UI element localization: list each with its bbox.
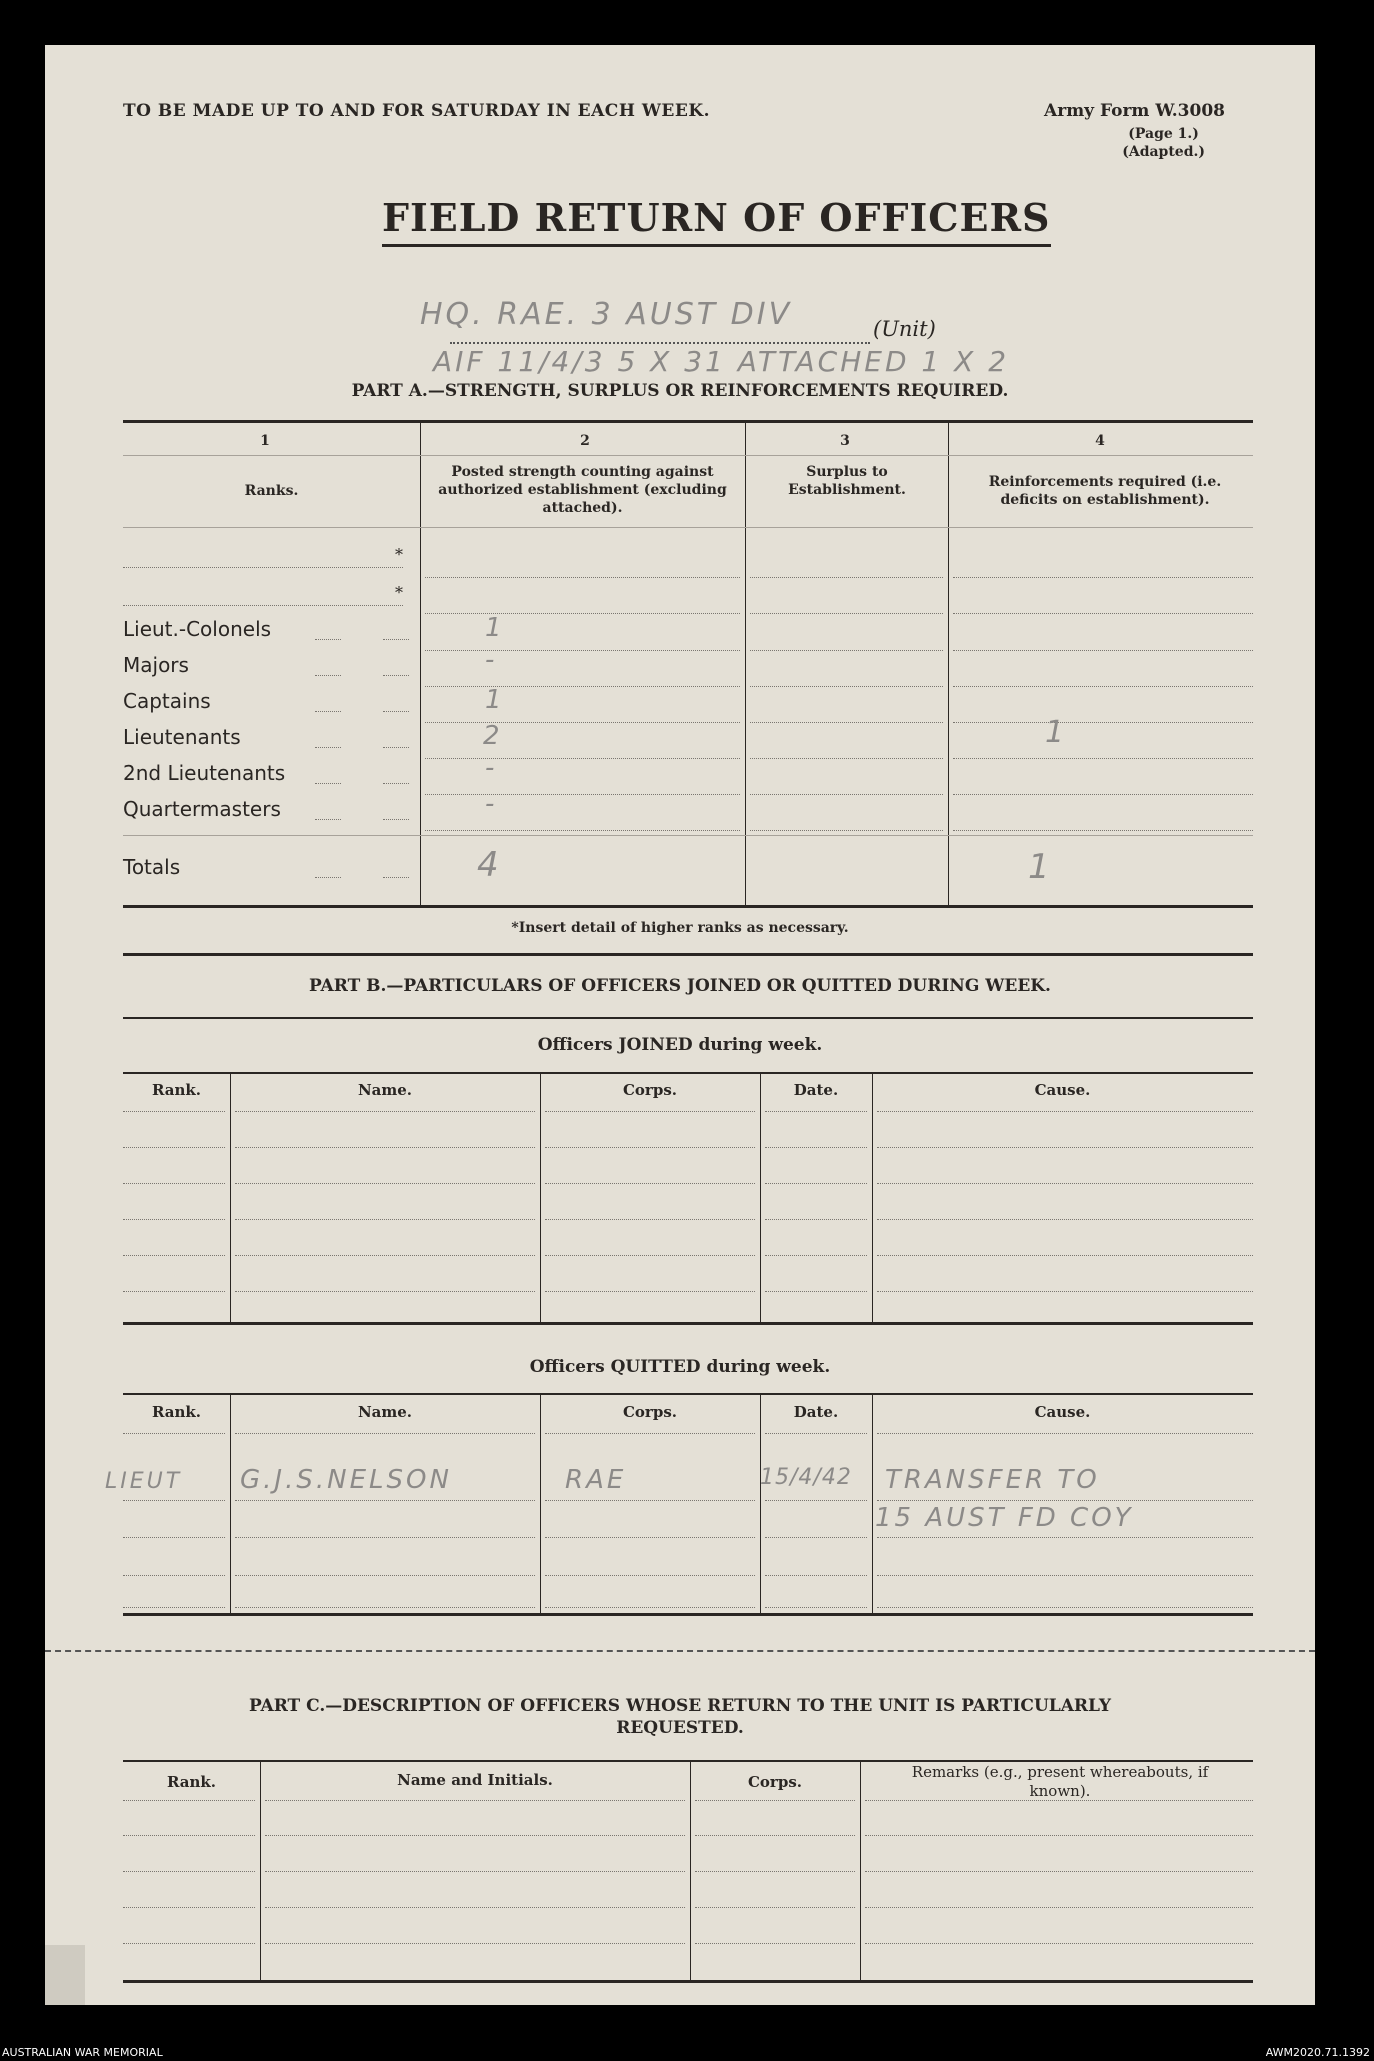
part-a-row-line [425, 794, 740, 795]
col-number-3: 3 [840, 433, 850, 449]
star-row-2-dots [123, 605, 403, 606]
joined-bottom-rule [123, 1322, 1253, 1325]
part-c-col-name: Name and Initials. [397, 1771, 553, 1789]
unit-label: (Unit) [873, 317, 936, 341]
part-a-footnote: *Insert detail of higher ranks as necessary. [511, 920, 849, 936]
footer-institution: AUSTRALIAN WAR MEMORIAL [2, 2046, 163, 2059]
joined-col-name: Name. [357, 1081, 413, 1099]
rank-leader [315, 639, 341, 640]
form-adapted: (Adapted.) [1122, 144, 1205, 160]
joined-row-line [877, 1255, 1253, 1256]
reinf-total: 1 [1028, 847, 1053, 887]
part-a-row-line [750, 794, 943, 795]
unit-dotted-line [450, 342, 870, 344]
form-page-number: (Page 1.) [1128, 126, 1199, 142]
footer-accession: AWM2020.71.1392 [1265, 2046, 1370, 2059]
part-c-row-line [123, 1835, 255, 1836]
quitted-row-line [123, 1500, 225, 1501]
part-a-row-line [425, 722, 740, 723]
quitted-col-date: Date. [793, 1403, 839, 1421]
joined-row-line [235, 1219, 535, 1220]
part-c-row-line [695, 1800, 855, 1801]
col-ranks-header: Ranks. [244, 483, 299, 499]
posted-lieutenants: 2 [483, 721, 503, 751]
joined-row-line [877, 1183, 1253, 1184]
joined-row-line [877, 1147, 1253, 1148]
part-c-col-corps: Corps. [747, 1773, 802, 1791]
star-mark-2: * [395, 583, 403, 602]
quitted-name-value: G.J.S.NELSON [240, 1465, 452, 1495]
part-a-bottom-rule [123, 905, 1253, 908]
quitted-top-rule [123, 1393, 1253, 1395]
rank-leader [315, 783, 341, 784]
quitted-row-line [235, 1500, 535, 1501]
posted-lieut-colonels: 1 [485, 613, 505, 643]
part-a-row-line [953, 650, 1253, 651]
part-c-divider-2 [690, 1762, 691, 1980]
part-a-heading: PART A.—STRENGTH, SURPLUS OR REINFORCEMENTS REQUIRED. [351, 381, 1009, 401]
part-c-heading [105, 1695, 1255, 1739]
joined-row-line [235, 1291, 535, 1292]
quitted-col-cause: Cause. [1034, 1403, 1091, 1421]
form-page [45, 45, 1315, 2005]
part-a-divider-3 [948, 423, 949, 905]
quitted-row-line [877, 1607, 1253, 1608]
part-a-top-rule [123, 420, 1253, 423]
weekly-instruction: TO BE MADE UP TO AND FOR SATURDAY IN EACH WEEK. [123, 101, 711, 121]
part-a-row-line [750, 830, 943, 831]
quitted-cause-line2: 15 AUST FD COY [875, 1503, 1134, 1533]
joined-row-line [123, 1219, 225, 1220]
joined-row-line [765, 1147, 867, 1148]
quitted-row-line [123, 1575, 225, 1576]
joined-row-line [235, 1147, 535, 1148]
joined-row-line [123, 1147, 225, 1148]
joined-row-line [877, 1291, 1253, 1292]
part-a-row-line [425, 577, 740, 578]
part-a-row-line [953, 686, 1253, 687]
col-number-2: 2 [580, 433, 590, 449]
quitted-cause-line1: TRANSFER TO [885, 1465, 1100, 1495]
rank-leader [383, 747, 409, 748]
joined-row-line [545, 1147, 755, 1148]
joined-row-line [545, 1291, 755, 1292]
rank-leader [383, 819, 409, 820]
part-a-row-line [425, 686, 740, 687]
reinf-lieutenants: 1 [1045, 715, 1068, 750]
part-a-header-rule [123, 527, 1253, 528]
joined-col-cause: Cause. [1034, 1081, 1091, 1099]
part-a-row-line [953, 830, 1253, 831]
part-a-row-line [750, 613, 943, 614]
joined-row-line [765, 1183, 867, 1184]
part-c-col-rank: Rank. [166, 1773, 217, 1791]
joined-row-line [545, 1111, 755, 1112]
quitted-rank-value: LIEUT [105, 1469, 183, 1494]
joined-row-line [545, 1255, 755, 1256]
posted-total: 4 [477, 845, 502, 885]
totals-label: Totals [123, 855, 181, 879]
part-c-row-line [695, 1943, 855, 1944]
col-number-4: 4 [1095, 433, 1105, 449]
part-c-heading-line1: PART C.—DESCRIPTION OF OFFICERS WHOSE RETURN TO THE UNIT IS PARTICULARLY [248, 1696, 1112, 1716]
quitted-row-line [877, 1537, 1253, 1538]
quitted-row-line [545, 1607, 755, 1608]
part-b-heading: PART B.—PARTICULARS OF OFFICERS JOINED OR QUITTED DURING WEEK. [309, 976, 1051, 996]
part-a-row-line [750, 577, 943, 578]
rank-lieutenants: Lieutenants [123, 725, 241, 749]
part-a-row-line [953, 577, 1253, 578]
part-c-heading-line2: REQUESTED. [616, 1718, 744, 1738]
joined-row-line [235, 1255, 535, 1256]
joined-divider-4 [872, 1074, 873, 1322]
part-c-row-line [865, 1871, 1253, 1872]
joined-row-line [877, 1219, 1253, 1220]
part-a-row-line [750, 650, 943, 651]
col-number-1: 1 [260, 433, 270, 449]
part-a-row-line [750, 686, 943, 687]
part-a-row-line [425, 650, 740, 651]
quitted-row-line [235, 1433, 535, 1434]
quitted-row-line [123, 1537, 225, 1538]
part-c-row-line [695, 1871, 855, 1872]
part-c-row-line [123, 1800, 255, 1801]
part-c-row-line [123, 1943, 255, 1944]
joined-divider-1 [230, 1074, 231, 1322]
quitted-row-line [235, 1575, 535, 1576]
quitted-row-line [765, 1500, 867, 1501]
rank-quartermasters: Quartermasters [123, 797, 281, 821]
quitted-row-line [123, 1607, 225, 1608]
joined-row-line [545, 1183, 755, 1184]
joined-divider-3 [760, 1074, 761, 1322]
quitted-divider-1 [230, 1395, 231, 1613]
quitted-row-line [545, 1537, 755, 1538]
part-a-totals-rule [123, 835, 1253, 836]
part-c-row-line [865, 1907, 1253, 1908]
quitted-title: Officers QUITTED during week. [529, 1357, 831, 1377]
quitted-col-rank: Rank. [151, 1403, 202, 1421]
quitted-divider-3 [760, 1395, 761, 1613]
rank-leader [315, 711, 341, 712]
col-reinf-header: Reinforcements required (i.e. deficits on establishment). [988, 474, 1222, 508]
part-c-row-line [123, 1871, 255, 1872]
quitted-row-line [235, 1607, 535, 1608]
part-c-row-line [265, 1800, 685, 1801]
quitted-row-line [765, 1575, 867, 1576]
rank-leader [315, 819, 341, 820]
quitted-row-line [877, 1500, 1253, 1501]
rank-leader [383, 675, 409, 676]
rank-leader [383, 711, 409, 712]
part-c-row-line [695, 1835, 855, 1836]
part-a-divider-2 [745, 423, 746, 905]
part-a-row-line [953, 758, 1253, 759]
perforation-line [45, 1650, 1315, 1652]
part-c-row-line [865, 1800, 1253, 1801]
col-posted-header: Posted strength counting against authorized establishment (excluding attached). [438, 464, 727, 516]
quitted-bottom-rule [123, 1613, 1253, 1616]
quitted-row-line [765, 1537, 867, 1538]
part-a-row-line [425, 830, 740, 831]
posted-majors: - [485, 645, 498, 675]
part-c-row-line [865, 1943, 1253, 1944]
part-a-number-row-rule [123, 455, 1253, 456]
joined-col-corps: Corps. [622, 1081, 677, 1099]
part-a-row-line [750, 758, 943, 759]
joined-row-line [235, 1183, 535, 1184]
rank-2nd-lieutenants: 2nd Lieutenants [123, 761, 286, 785]
star-row-1-dots [123, 567, 403, 568]
unit-note-handwritten: AIF 11/4/3 5 X 31 ATTACHED 1 X 2 [433, 345, 1010, 378]
paper-fold-shadow [45, 1945, 85, 2005]
part-c-row-line [265, 1871, 685, 1872]
part-c-row-line [265, 1943, 685, 1944]
col-surplus-header: Surplus to Establishment. [788, 464, 906, 498]
part-c-row-line [265, 1835, 685, 1836]
part-c-col-remarks: Remarks (e.g., present whereabouts, if known). [911, 1763, 1209, 1800]
joined-title: Officers JOINED during week. [537, 1035, 823, 1055]
joined-row-line [123, 1255, 225, 1256]
quitted-row-line [765, 1433, 867, 1434]
part-c-divider-3 [860, 1762, 861, 1980]
quitted-row-line [545, 1575, 755, 1576]
quitted-col-name: Name. [357, 1403, 413, 1421]
page-title: FIELD RETURN OF OFFICERS [382, 195, 1051, 247]
form-number: Army Form W.3008 [1044, 101, 1225, 121]
joined-row-line [765, 1219, 867, 1220]
part-a-row-line [425, 613, 740, 614]
quitted-row-line [545, 1500, 755, 1501]
part-c-row-line [865, 1835, 1253, 1836]
quitted-row-line [877, 1433, 1253, 1434]
rank-captains: Captains [123, 689, 211, 713]
unit-handwritten: HQ. RAE. 3 AUST DIV [420, 297, 793, 332]
joined-row-line [123, 1111, 225, 1112]
rank-lieut-colonels: Lieut.-Colonels [123, 617, 272, 641]
part-a-end-rule [123, 953, 1253, 956]
part-a-divider-1 [420, 423, 421, 905]
quitted-divider-4 [872, 1395, 873, 1613]
part-c-row-line [695, 1907, 855, 1908]
part-a-row-line [953, 722, 1253, 723]
quitted-corps-value: RAE [565, 1465, 627, 1495]
rank-leader [383, 877, 409, 878]
joined-row-line [235, 1111, 535, 1112]
form-page-info [1122, 125, 1205, 161]
rank-leader [383, 639, 409, 640]
rank-leader [383, 783, 409, 784]
part-c-top-rule [123, 1760, 1253, 1762]
quitted-col-corps: Corps. [622, 1403, 677, 1421]
rank-leader [315, 747, 341, 748]
part-c-row-line [265, 1907, 685, 1908]
joined-col-rank: Rank. [151, 1081, 202, 1099]
quitted-row-line [765, 1607, 867, 1608]
joined-row-line [123, 1183, 225, 1184]
joined-row-line [765, 1291, 867, 1292]
joined-row-line [765, 1255, 867, 1256]
quitted-divider-2 [540, 1395, 541, 1613]
joined-col-date: Date. [793, 1081, 839, 1099]
joined-row-line [123, 1291, 225, 1292]
part-c-row-line [123, 1907, 255, 1908]
joined-row-line [765, 1111, 867, 1112]
star-mark-1: * [395, 545, 403, 564]
rank-leader [315, 877, 341, 878]
posted-quartermasters: - [485, 789, 498, 819]
part-a-row-line [953, 794, 1253, 795]
quitted-row-line [545, 1433, 755, 1434]
rank-leader [315, 675, 341, 676]
joined-divider-2 [540, 1074, 541, 1322]
part-a-row-line [750, 722, 943, 723]
rank-majors: Majors [123, 653, 189, 677]
quitted-row-line [235, 1537, 535, 1538]
posted-2nd-lieutenants: - [485, 753, 498, 783]
part-c-bottom-rule [123, 1980, 1253, 1983]
part-c-divider-1 [260, 1762, 261, 1980]
joined-row-line [877, 1111, 1253, 1112]
part-a-row-line [425, 758, 740, 759]
quitted-date-value: 15/4/42 [760, 1465, 852, 1490]
part-a-row-line [953, 613, 1253, 614]
part-b-top-rule [123, 1017, 1253, 1019]
quitted-row-line [877, 1575, 1253, 1576]
posted-captains: 1 [485, 685, 505, 715]
joined-row-line [545, 1219, 755, 1220]
joined-top-rule [123, 1072, 1253, 1074]
quitted-row-line [123, 1433, 225, 1434]
